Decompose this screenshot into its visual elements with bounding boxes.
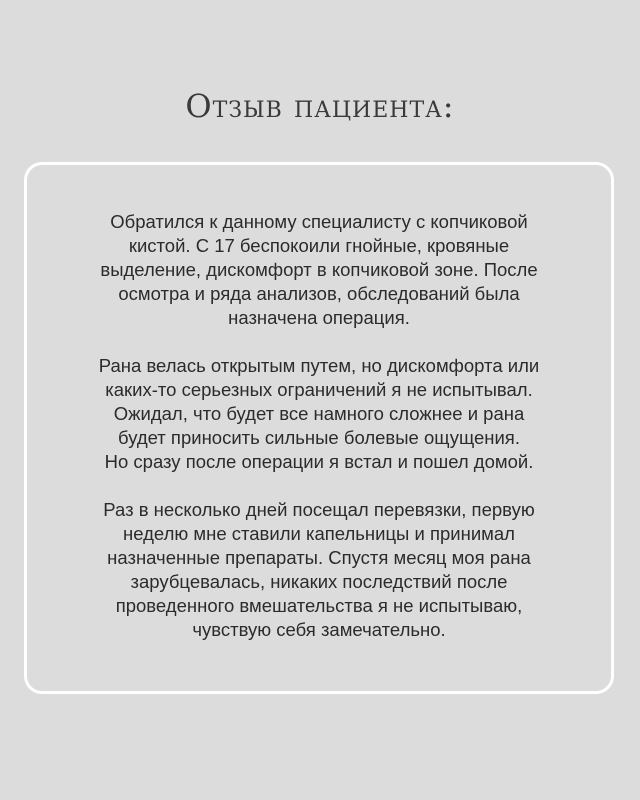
review-line: назначенные препараты. Спустя месяц моя рана bbox=[107, 547, 531, 568]
review-paragraph-2 bbox=[24, 354, 614, 474]
review-line: осмотра и ряда анализов, обследований была bbox=[118, 283, 520, 304]
review-line: каких-то серьезных ограничений я не испытывал. bbox=[105, 379, 533, 400]
review-line: Раз в несколько дней посещал перевязки, первую bbox=[103, 499, 535, 520]
review-line: будет приносить сильные болевые ощущения. bbox=[118, 427, 520, 448]
review-line: неделю мне ставили капельницы и принимал bbox=[123, 523, 515, 544]
review-paragraph-1 bbox=[24, 210, 614, 330]
review-line: чувствую себя замечательно. bbox=[192, 619, 446, 640]
review-line: Рана велась открытым путем, но дискомфорта или bbox=[98, 355, 540, 376]
review-line: выделение, дискомфорт в копчиковой зоне. После bbox=[100, 259, 538, 280]
review-paragraph-3 bbox=[24, 498, 614, 642]
review-line: Обратился к данному специалисту с копчиковой bbox=[110, 211, 528, 232]
page-title: Отзыв пациента: bbox=[185, 87, 455, 125]
review-line: зарубцевалась, никаких последствий после bbox=[130, 571, 508, 592]
review-text bbox=[24, 210, 614, 642]
review-line: Ожидал, что будет все намного сложнее и рана bbox=[113, 403, 525, 424]
review-line: проведенного вмешательства я не испытываю, bbox=[115, 595, 523, 616]
review-line: назначена операция. bbox=[228, 307, 410, 328]
review-line: Но сразу после операции я встал и пошел домой. bbox=[104, 451, 534, 472]
review-line: кистой. С 17 беспокоили гнойные, кровяные bbox=[128, 235, 510, 256]
